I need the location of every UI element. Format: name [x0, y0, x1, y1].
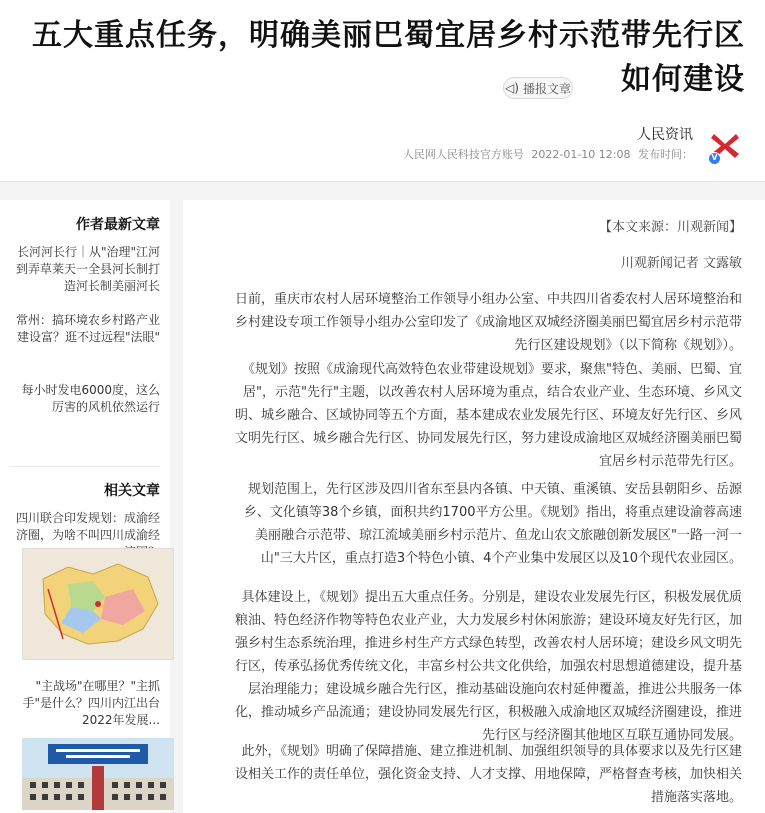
- paragraph: 此外，《规划》明确了保障措施、建立推进机制、加强组织领导的具体要求以及先行区建设相关工作的责任单位，强化资金支持、人才支撑、用地保障，严格督查考核，加快相关措施落实落地。: [234, 744, 742, 805]
- divider: [10, 466, 160, 467]
- article-reporter: 川观新闻记者 文露敏: [620, 256, 742, 271]
- paragraph: 规划范围上，先行区涉及四川省东至县内各镇、中天镇、重溪镇、安岳县朝阳乡、岳源乡、文化镇等38个乡镇，面积共约1700平方公里。《规划》指出，将重点建设渝蓉高速美丽融合示范带、琼江流域美丽乡村示范片、鱼龙山农文旅融创新发展区"一路一河一山"三大片区，重点打造3个特色小镇、4个产业集中发展区以及10个现代农业园区。: [243, 482, 742, 566]
- event-photo-icon: [22, 738, 174, 810]
- verified-icon: V: [708, 152, 721, 165]
- author-latest-title: 作者最新文章: [76, 217, 160, 233]
- related-title: 相关文章: [104, 483, 160, 499]
- publish-label: 发布时间：: [638, 148, 693, 161]
- event-thumbnail[interactable]: [22, 738, 174, 810]
- avatar[interactable]: [705, 124, 745, 164]
- author-latest-item[interactable]: 常州：搞环境农乡村路产业建设富？逛不过远程"法眼": [15, 313, 160, 344]
- sidebar: [0, 200, 170, 813]
- author-latest-item[interactable]: 每小时发电6000度，这么厉害的风机依然运行: [21, 383, 160, 414]
- author-account: 人民网人民科技官方账号: [402, 148, 524, 161]
- publish-time: 2022-01-10 12:08: [531, 148, 631, 161]
- paragraph: 《规划》按照《成渝现代高效特色农业带建设规划》要求，聚焦"特色、美丽、巴蜀、宜居"，示范"先行"主题，以改善农村人居环境为重点，结合农业产业、生态环境、乡风文明、城乡融合、区域协同等五个方面，基本建成农业发展先行区、环境友好先行区、乡风文明先行区、城乡融合先行区、协同发展先行区，努力建设成渝地区双城经济圈美丽巴蜀宜居乡村示范带先行区。: [234, 362, 742, 469]
- paragraph: 具体建设上，《规划》提出五大重点任务。分别是，建设农业发展先行区，积极发展优质粮油、特色经济作物等特色农业产业，大力发展乡村休闲旅游；建设环境友好先行区，加强乡村生态系统治理，推进乡村生产方式绿色转型，改善农村人居环境；建设乡风文明先行区，传承弘扬优秀传统文化，丰富乡村公共文化供给，加强农村思想道德建设，提升基层治理能力；建设城乡融合先行区，推动基础设施向农村延伸覆盖，推进公共服务一体化，推动城乡产品流通；建设协同发展先行区，积极融入成渝地区双城经济圈建设，推进先行区与经济圈其他地区互联互通协同发展。: [234, 590, 742, 743]
- related-item[interactable]: 四川联合印发规划：成渝经济圈，为啥不叫四川成渝经: [15, 511, 160, 542]
- speaker-icon: ◁): [505, 81, 519, 95]
- map-thumbnail[interactable]: [22, 548, 174, 660]
- author-meta: [399, 146, 693, 162]
- author-latest-item[interactable]: 长河河长行｜从"治理"江河到弄草莱天一全县河长制打造河长制美丽河长: [15, 245, 160, 293]
- listen-button[interactable]: [503, 77, 573, 99]
- article-header: [0, 0, 765, 182]
- paragraph: 日前，重庆市农村人居环境整治工作领导小组办公室、中共四川省委农村人居环境整治和乡村建设专项工作领导小组办公室印发了《成渝地区双城经济圈美丽巴蜀宜居乡村示范带先行区建设规划》（以下简称《规划》）。: [234, 292, 742, 353]
- article-body: [183, 200, 765, 813]
- article-source: 【本文来源：川观新闻】: [598, 220, 742, 235]
- map-image-icon: [23, 549, 174, 660]
- related-item[interactable]: "主战场"在哪里？"主抓手"是什么？四川内江出台2022年发展...: [22, 679, 160, 727]
- article-title: 五大重点任务，明确美丽巴蜀宜居乡村示范带先行区如何建设: [32, 18, 745, 97]
- author-name[interactable]: 人民资讯: [637, 127, 693, 143]
- listen-label: 播报文章: [522, 81, 571, 96]
- author-row: [325, 122, 745, 166]
